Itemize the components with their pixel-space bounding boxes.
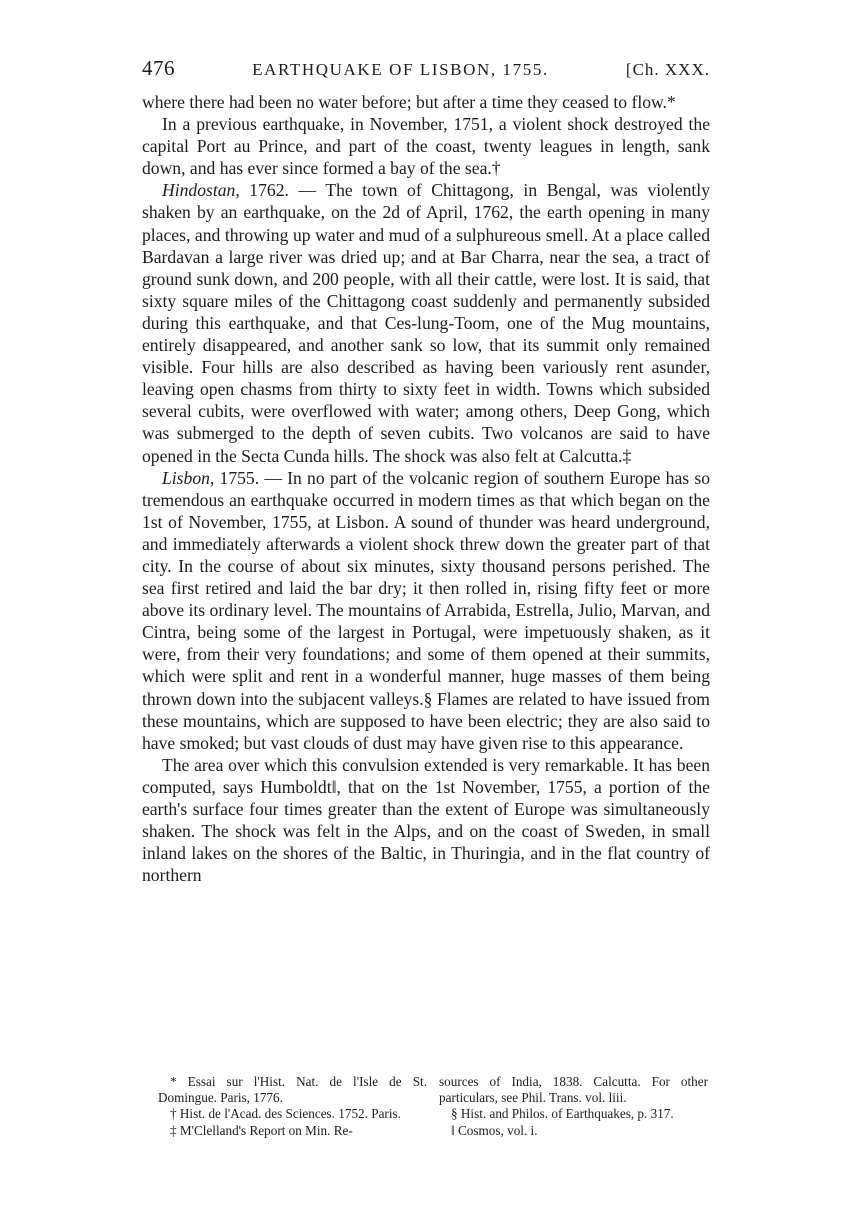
footnote-2: † Hist. de l'Acad. des Sciences. 1752. Paris. [170, 1106, 401, 1122]
paragraph-lisbon [142, 467, 710, 754]
footnote-3: ‡ M'Clelland's Report on Min. Re- [170, 1122, 353, 1138]
running-head [142, 56, 710, 81]
chapter-reference: [Ch. XXX. [625, 60, 710, 79]
paragraph-port-au-prince: In a previous earthquake, in November, 1751, a violent shock destroyed the capital Port au Prince, and part of the coast, twenty leagues in length, sank down, and has ever since formed a bay of the sea.† [142, 114, 710, 179]
footnote-5: ‖ Cosmos, vol. i. [451, 1122, 538, 1138]
place-heading-lisbon: Lisbon, [162, 467, 215, 488]
footnotes [158, 1074, 708, 1139]
paragraph-lisbon-text: 1755. — In no part of the volcanic region of southern Europe has so tremendous an earthquake occurred in modern times as that which began on the 1st of November, 1755, at Lisbon. A sound of thunder was heard underground, and immediately afterwards a violent shock threw down the greater part of that city. In the course of about six minutes, sixty thousand persons perished. The sea first retired and laid the bar dry; it then rolled in, rising fifty feet or more above its ordinary level. The mountains of Arrabida, Estrella, Julio, Marvan, and Cintra, being some of the largest in Portugal, were impetuously shaken, as it were, from their very foundations; and some of them opened at their summits, which were split and rent in a wonderful manner, huge masses of them being thrown down into the subjacent valleys.§ Flames are related to have issued from these mountains, which are supposed to have been electric; they are also said to have smoked; but vast clouds of dust may have given rise to this appearance. [142, 467, 710, 753]
footnote-4: § Hist. and Philos. of Earthquakes, p. 317. [451, 1106, 674, 1122]
paragraph-hindostan-text: 1762. — The town of Chittagong, in Bengal, was violently shaken by an earthquake, on the 2d of April, 1762, the earth opening in many places, and throwing up water and mud of a sulphureous smell. At a place called Bardavan a large river was dried up; and at Bar Charra, near the sea, a tract of ground sunk down, and 200 people, with all their cattle, were lost. It is said, that sixty square miles of the Chittagong coast suddenly and permanently subsided during this earthquake, and that Ces-lung-Toom, one of the Mug mountains, entirely disappeared, and another sank so low, that its summit only remained visible. Four hills are also described as having been variously rent asunder, leaving open chasms from thirty to sixty feet in width. Towns which subsided several cubits, were overflowed with water; among others, Deep Gong, which was submerged to the depth of seven cubits. Two volcanos are said to have opened in the Secta Cunda hills. The shock was also felt at Calcutta.‡ [142, 180, 710, 466]
running-title: EARTHQUAKE OF LISBON, 1755. [252, 60, 549, 79]
footnote-column-right [439, 1074, 708, 1139]
paragraph-continuation: where there had been no water before; but after a time they ceased to flow.* [142, 92, 676, 112]
body-text [142, 91, 710, 886]
place-heading-hindostan: Hindostan, [162, 180, 240, 201]
footnote-3-continuation: sources of India, 1838. Calcutta. For other particulars, see Phil. Trans. vol. liii. [439, 1074, 708, 1106]
footnote-1: * Essai sur l'Hist. Nat. de l'Isle de St. Domingue. Paris, 1776. [158, 1074, 427, 1106]
paragraph-area-of-convulsion: The area over which this convulsion extended is very remarkable. It has been computed, says Humboldt‖, that on the 1st November, 1755, a portion of the earth's surface four times greater than the extent of Europe was simultaneously shaken. The shock was felt in the Alps, and on the coast of Sweden, in small inland lakes on the shores of the Baltic, in Thuringia, and in the flat country of northern [142, 754, 710, 886]
footnote-column-left [158, 1074, 427, 1139]
page-number: 476 [142, 56, 175, 80]
paragraph-hindostan [142, 179, 710, 466]
